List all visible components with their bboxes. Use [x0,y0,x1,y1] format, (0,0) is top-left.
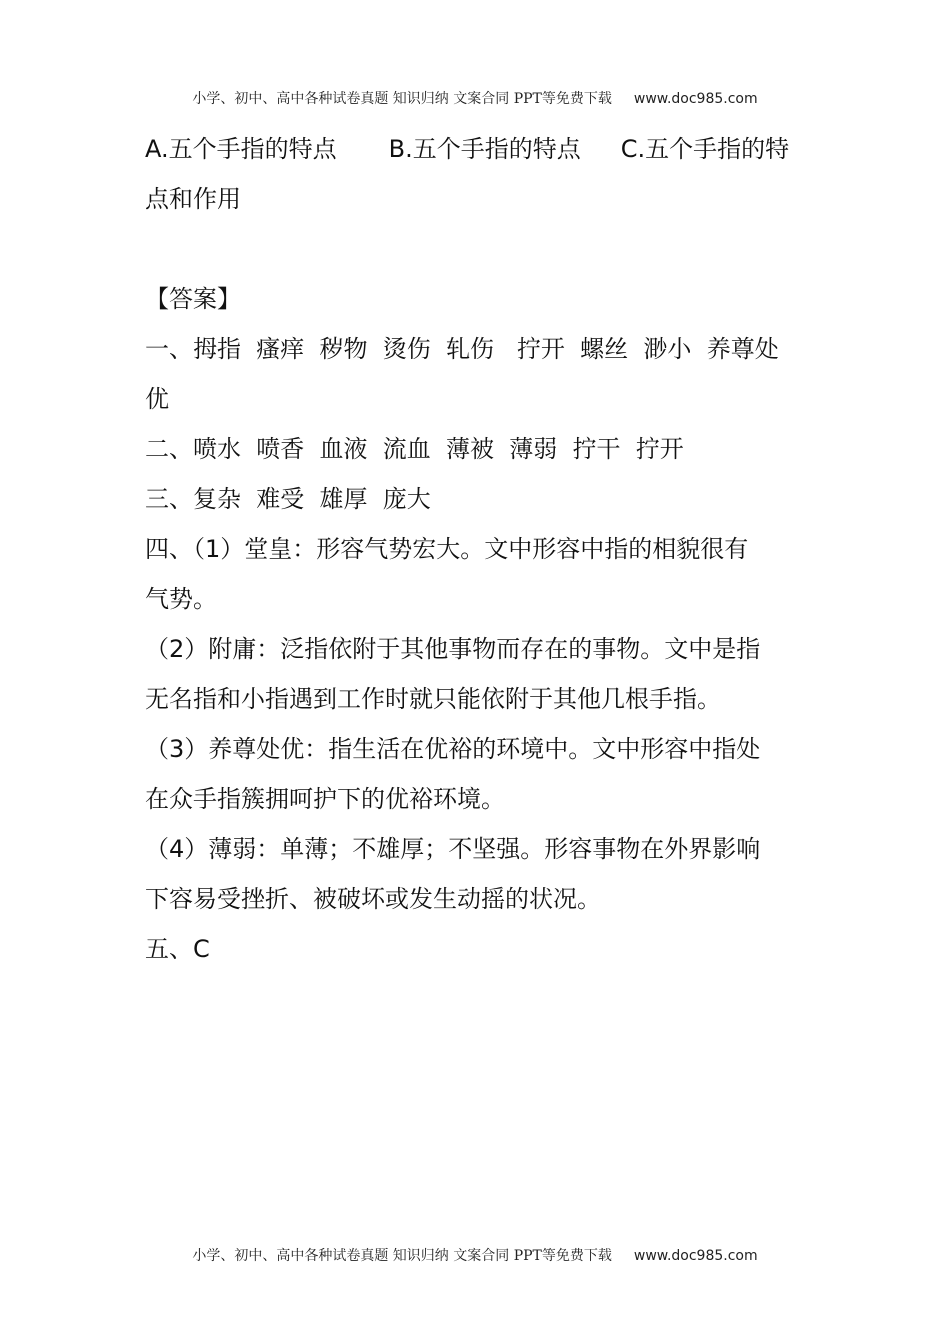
answer-section-4-item-2: （2）附庸：泛指依附于其他事物而存在的事物。文中是指 [145,635,761,663]
answer-section-1-continued: 优 [145,385,169,413]
page-header [0,88,950,108]
answer-section-4-item-3-continued: 在众手指簇拥呵护下的优裕环境。 [145,785,505,813]
answer-section-4-item-4-continued: 下容易受挫折、被破坏或发生动摇的状况。 [145,885,601,913]
option-b: B.五个手指的特点 [388,135,581,163]
option-a: A.五个手指的特点 [145,135,337,163]
option-c: C.五个手指的特 [620,135,790,163]
option-c-continued: 点和作用 [145,185,241,213]
answer-section-4-item-1: 四、（1）堂皇：形容气势宏大。文中形容中指的相貌很有 [145,535,749,563]
document-body [145,124,810,974]
answer-section-4-item-3: （3）养尊处优：指生活在优裕的环境中。文中形容中指处 [145,735,761,763]
page-footer [0,1245,950,1265]
footer-text: 小学、初中、高中各种试卷真题 知识归纳 文案合同 PPT等免费下载 [192,1248,612,1264]
answer-section-3: 三、复杂 难受 雄厚 庞大 [145,485,431,513]
header-site-link[interactable]: www.doc985.com [633,91,758,107]
answer-section-4-item-1-continued: 气势。 [145,585,217,613]
header-text: 小学、初中、高中各种试卷真题 知识归纳 文案合同 PPT等免费下载 [192,91,612,107]
footer-site-link[interactable]: www.doc985.com [633,1248,758,1264]
answer-section-1: 一、拇指 瘙痒 秽物 烫伤 轧伤 拧开 螺丝 渺小 养尊处 [145,335,779,363]
choice-options-line [145,124,810,174]
answer-section-4-item-4: （4）薄弱：单薄；不雄厚；不坚强。形容事物在外界影响 [145,835,761,863]
answer-heading: 【答案】 [145,285,241,313]
answer-section-2: 二、喷水 喷香 血液 流血 薄被 薄弱 拧干 拧开 [145,435,684,463]
answer-section-5: 五、C [145,935,210,963]
answer-section-4-item-2-continued: 无名指和小指遇到工作时就只能依附于其他几根手指。 [145,685,721,713]
